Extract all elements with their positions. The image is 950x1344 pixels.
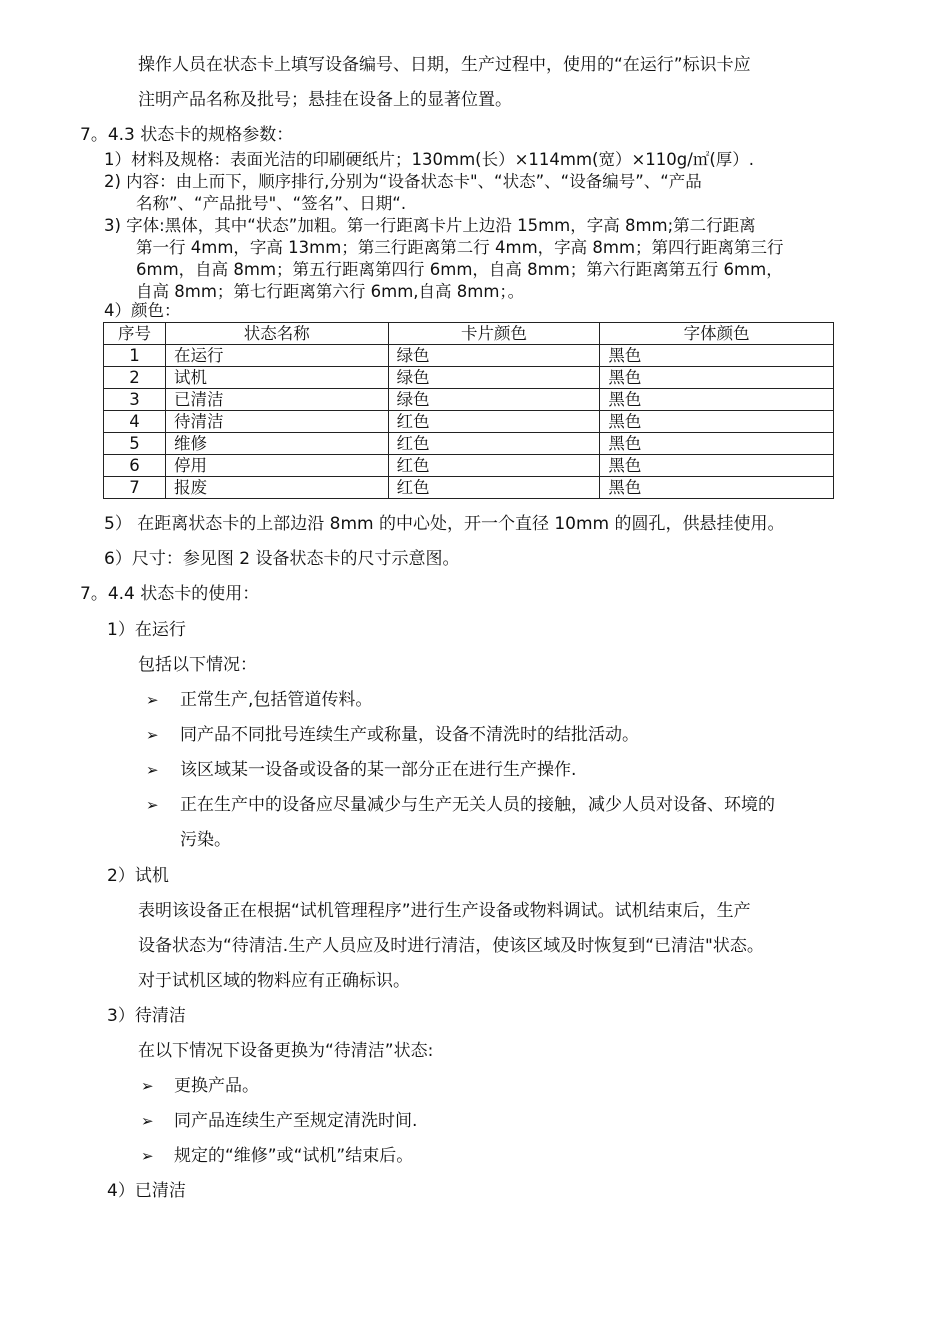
cell-font-color: 黑色	[600, 367, 834, 389]
table-row	[104, 345, 834, 367]
trial-para-line-1: 表明该设备正在根据“试机管理程序”进行生产设备或物料调试。试机结束后，生产	[138, 901, 751, 921]
header-font-color: 字体颜色	[600, 323, 834, 345]
arrow-bullet-icon: ➢	[146, 761, 159, 779]
cell-font-color: 黑色	[600, 455, 834, 477]
table-row	[104, 455, 834, 477]
arrow-bullet-icon: ➢	[146, 726, 159, 744]
cell-card-color: 红色	[388, 411, 600, 433]
spec-item-3-line-4: 自高 8mm；第七行距离第六行 6mm,自高 8mm；。	[136, 282, 525, 301]
section-heading-7-4-4: 7。4.4 状态卡的使用：	[80, 584, 260, 604]
color-table	[103, 322, 834, 499]
table-row	[104, 367, 834, 389]
subsection-title-cleaned: 4）已清洁	[107, 1181, 186, 1201]
arrow-bullet-icon: ➢	[141, 1147, 154, 1165]
running-bullet-4-line-2: 污染。	[180, 830, 231, 850]
cell-status-name: 停用	[165, 455, 388, 477]
intro-line-1: 操作人员在状态卡上填写设备编号、日期，生产过程中，使用的“在运行”标识卡应	[138, 55, 751, 75]
cell-card-color: 绿色	[388, 345, 600, 367]
spec-item-2-line-1: 2) 内容：由上而下，顺序排行,分别为“设备状态卡"、“状态”、“设备编号”、“产品	[104, 172, 702, 191]
table-row	[104, 477, 834, 499]
cell-card-color: 红色	[388, 433, 600, 455]
spec-item-5: 5） 在距离状态卡的上部边沿 8mm 的中心处，开一个直径 10mm 的圆孔，供悬挂使用。	[104, 514, 785, 534]
trial-para-line-2: 设备状态为“待清洁.生产人员应及时进行清洁，使该区域及时恢复到“已清洁"状态。	[138, 936, 764, 956]
to-clean-bullet-2: 同产品连续生产至规定清洗时间.	[174, 1111, 418, 1131]
running-lead: 包括以下情况：	[138, 655, 257, 675]
subsection-title-running: 1）在运行	[107, 620, 186, 640]
spec-item-3-line-1: 3) 字体:黑体，其中“状态”加粗。第一行距离卡片上边沿 15mm，字高 8mm;第二行距离	[104, 216, 756, 235]
arrow-bullet-icon: ➢	[141, 1112, 154, 1130]
cell-card-color: 绿色	[388, 389, 600, 411]
running-bullet-4-line-1: 正在生产中的设备应尽量减少与生产无关人员的接触，减少人员对设备、环境的	[180, 795, 775, 815]
cell-card-color: 红色	[388, 455, 600, 477]
subsection-title-trial: 2）试机	[107, 866, 169, 886]
table-row	[104, 389, 834, 411]
cell-index: 6	[104, 455, 166, 477]
cell-font-color: 黑色	[600, 411, 834, 433]
intro-line-2: 注明产品名称及批号；悬挂在设备上的显著位置。	[138, 90, 512, 110]
to-clean-bullet-1: 更换产品。	[174, 1076, 259, 1096]
cell-index: 2	[104, 367, 166, 389]
cell-status-name: 报废	[165, 477, 388, 499]
cell-card-color: 红色	[388, 477, 600, 499]
arrow-bullet-icon: ➢	[141, 1077, 154, 1095]
trial-para-line-3: 对于试机区域的物料应有正确标识。	[138, 971, 410, 991]
header-index: 序号	[104, 323, 166, 345]
cell-font-color: 黑色	[600, 477, 834, 499]
spec-item-1: 1）材料及规格：表面光洁的印刷硬纸片；130mm(长）×114mm(宽）×110g/㎡(厚）.	[104, 150, 755, 169]
table-row	[104, 411, 834, 433]
running-bullet-2: 同产品不同批号连续生产或称量，设备不清洗时的结批活动。	[180, 725, 639, 745]
to-clean-lead: 在以下情况下设备更换为“待清洁”状态:	[138, 1041, 434, 1061]
cell-font-color: 黑色	[600, 433, 834, 455]
spec-item-3-line-3: 6mm，自高 8mm；第五行距离第四行 6mm，自高 8mm；第六行距离第五行 6mm，	[136, 260, 783, 279]
running-bullet-1: 正常生产,包括管道传料。	[180, 690, 373, 710]
header-status-name: 状态名称	[165, 323, 388, 345]
header-card-color: 卡片颜色	[388, 323, 600, 345]
cell-status-name: 试机	[165, 367, 388, 389]
to-clean-bullet-3: 规定的“维修”或“试机”结束后。	[174, 1146, 414, 1166]
arrow-bullet-icon: ➢	[146, 796, 159, 814]
cell-font-color: 黑色	[600, 345, 834, 367]
spec-item-2-line-2: 名称”、“产品批号"、“签名”、日期“.	[136, 194, 407, 213]
cell-index: 5	[104, 433, 166, 455]
arrow-bullet-icon: ➢	[146, 691, 159, 709]
running-bullet-3: 该区域某一设备或设备的某一部分正在进行生产操作.	[180, 760, 577, 780]
cell-index: 3	[104, 389, 166, 411]
spec-item-4: 4）颜色：	[104, 301, 181, 320]
spec-item-6: 6）尺寸：参见图 2 设备状态卡的尺寸示意图。	[104, 549, 460, 569]
table-header-row	[104, 323, 834, 345]
cell-status-name: 在运行	[165, 345, 388, 367]
spec-item-3-line-2: 第一行 4mm，字高 13mm；第三行距离第二行 4mm，字高 8mm；第四行距离第三行	[136, 238, 784, 257]
cell-status-name: 已清洁	[165, 389, 388, 411]
table-row	[104, 433, 834, 455]
cell-status-name: 维修	[165, 433, 388, 455]
subsection-title-to-clean: 3）待清洁	[107, 1006, 186, 1026]
cell-font-color: 黑色	[600, 389, 834, 411]
cell-index: 1	[104, 345, 166, 367]
cell-status-name: 待清洁	[165, 411, 388, 433]
section-heading-7-4-3: 7。4.3 状态卡的规格参数：	[80, 125, 294, 145]
cell-card-color: 绿色	[388, 367, 600, 389]
cell-index: 7	[104, 477, 166, 499]
cell-index: 4	[104, 411, 166, 433]
